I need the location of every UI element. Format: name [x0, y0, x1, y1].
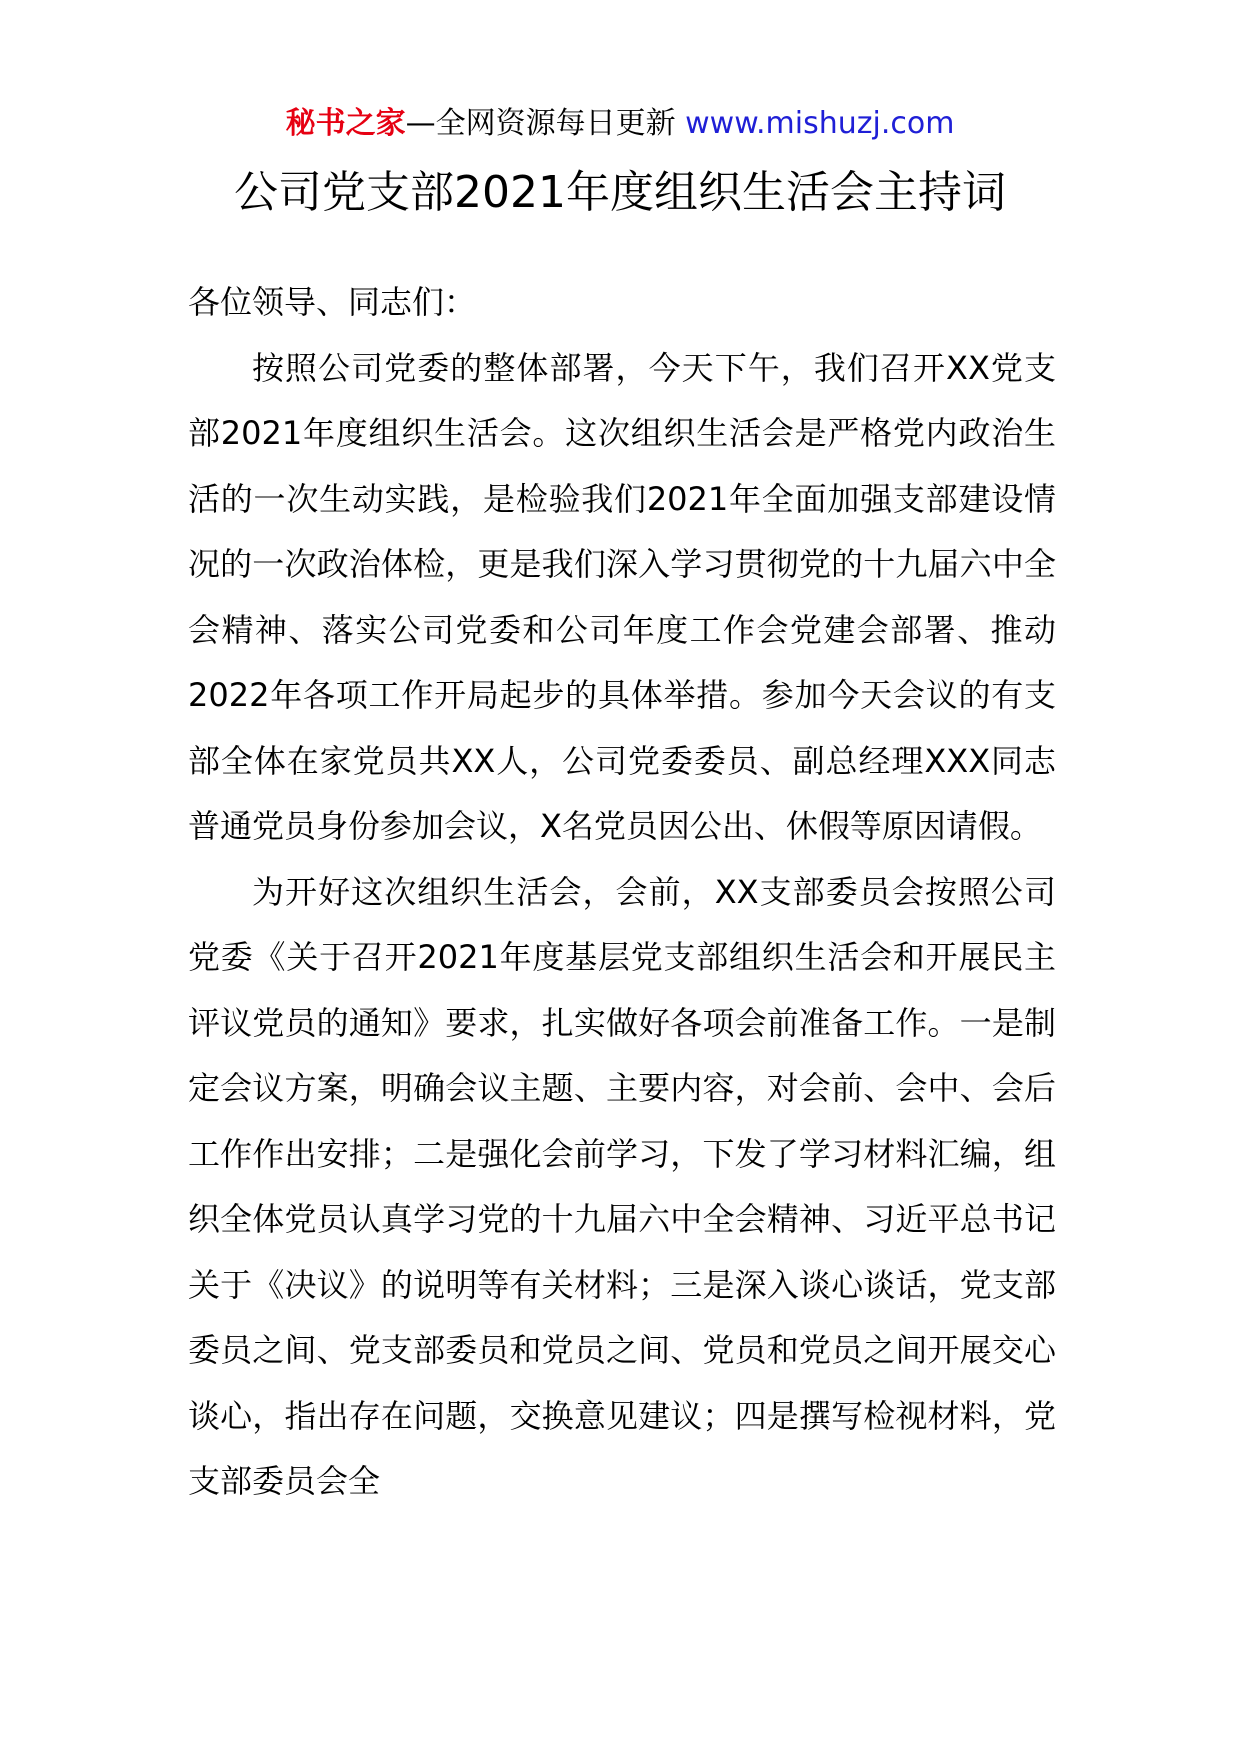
site-header	[0, 104, 1240, 144]
site-brand: 秘书之家	[285, 106, 406, 141]
paragraph-2: 为开好这次组织生活会，会前，XX支部委员会按照公司党委《关于召开2021年度基层党支部组织生活会和开展民主评议党员的通知》要求，扎实做好各项会前准备工作。一是制定会议方案，明确会议主题、主要内容，对会前、会中、会后工作作出安排；二是强化会前学习，下发了学习材料汇编，组织全体党员认真学习党的十九届六中全会精神、习近平总书记关于《决议》的说明等有关材料；三是深入谈心谈话，党支部委员之间、党支部委员和党员之间、党员和党员之间开展交心谈心，指出存在问题，交换意见建议；四是撰写检视材料，党支部委员会全	[188, 872, 1056, 1500]
paragraph-1: 按照公司党委的整体部署，今天下午，我们召开XX党支部2021年度组织生活会。这次组织生活会是严格党内政治生活的一次生动实践，是检验我们2021年全面加强支部建设情况的一次政治体检，更是我们深入学习贯彻党的十九届六中全会精神、落实公司党委和公司年度工作会党建会部署、推动2022年各项工作开局起步的具体举措。参加今天会议的有支部全体在家党员共XX人，公司党委委员、副总经理XXX同志普通党员身份参加会议，X名党员因公出、休假等原因请假。	[188, 348, 1056, 845]
document-body	[188, 270, 1056, 1515]
site-url-link[interactable]: www.mishuzj.com	[685, 106, 955, 141]
document-title: 公司党支部2021年度组织生活会主持词	[234, 167, 1006, 218]
site-tagline: —全网资源每日更新	[405, 106, 676, 141]
salutation: 各位领导、同志们：	[188, 283, 477, 321]
